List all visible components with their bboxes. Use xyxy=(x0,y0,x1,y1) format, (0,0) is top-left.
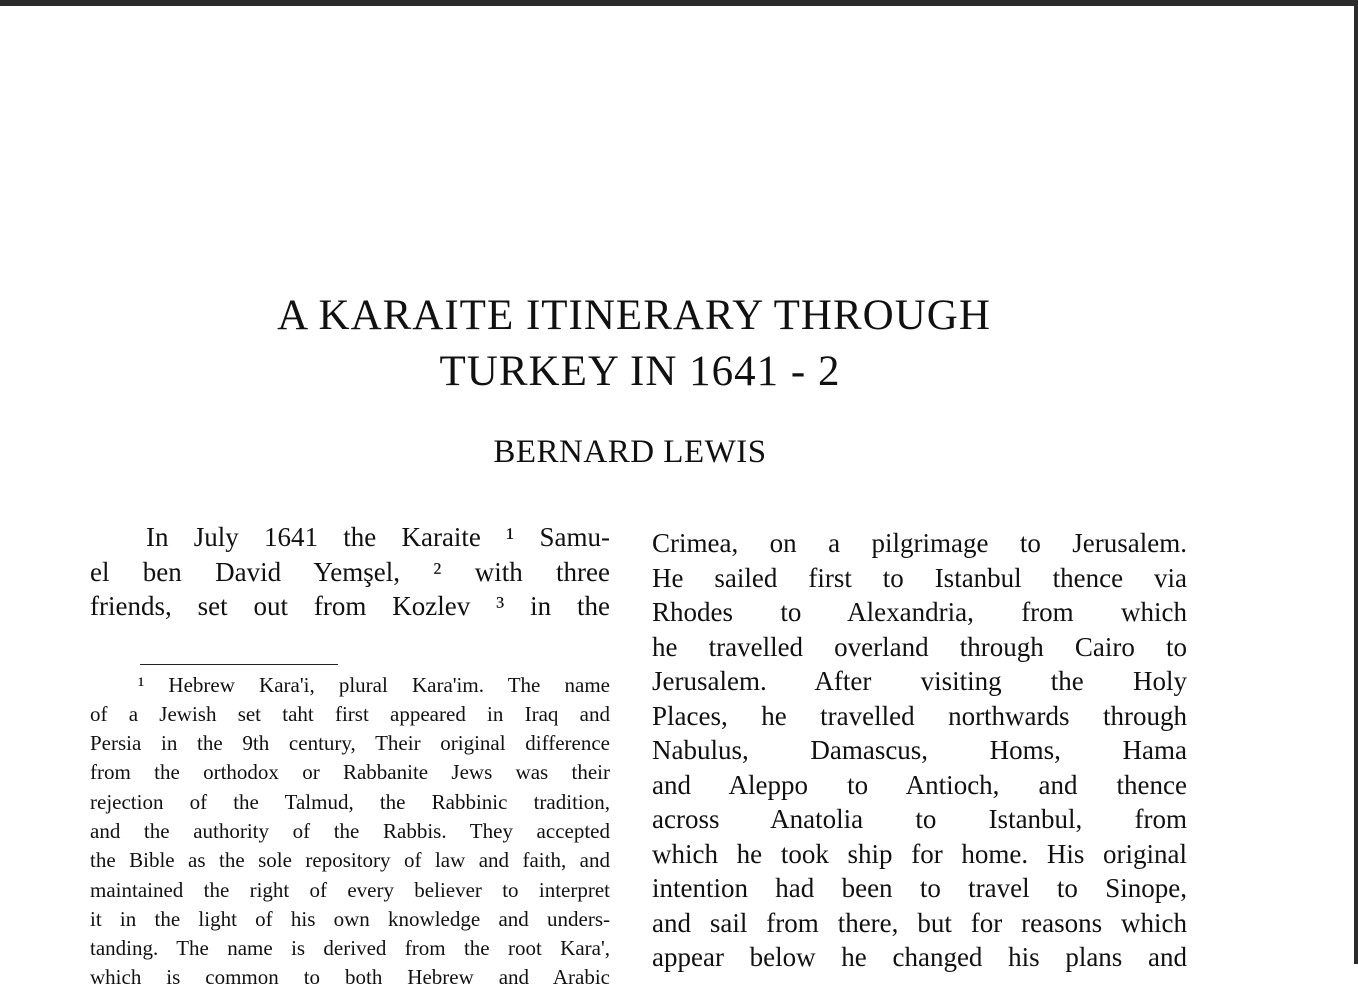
scanned-page xyxy=(0,6,1354,990)
footnote-line: rejection of the Talmud, the Rabbinic tradition, xyxy=(90,789,610,814)
body-line: and Aleppo to Antioch, and thence xyxy=(652,769,1187,800)
body-line: across Anatolia to Istanbul, from xyxy=(652,804,1187,834)
body-line: Places, he travelled northwards through xyxy=(652,700,1187,731)
article-title-line-1: A KARAITE ITINERARY THROUGH xyxy=(277,292,991,339)
footnote-line: of a Jewish set taht first appeared in Iraq and xyxy=(90,701,610,726)
body-line: Crimea, on a pilgrimage to Jerusalem. xyxy=(652,528,1187,558)
footnote-line: ¹ Hebrew Kara'i, plural Kara'im. The name xyxy=(138,672,610,697)
left-body-text xyxy=(90,520,610,624)
footnote-line: from the orthodox or Rabbanite Jews was their xyxy=(90,760,610,785)
body-line: which he took ship for home. His original xyxy=(652,838,1187,869)
left-column xyxy=(90,520,610,993)
body-line: Jerusalem. After visiting the Holy xyxy=(652,666,1187,696)
article-title-line-2: TURKEY IN 1641 - 2 xyxy=(439,348,841,395)
right-column xyxy=(652,526,1187,975)
body-line: and sail from there, but for reasons which xyxy=(652,907,1187,938)
footnote-line: the Bible as the sole repository of law and faith, and xyxy=(90,848,610,873)
body-line: intention had been to travel to Sinope, xyxy=(652,873,1187,903)
footnote-line: tanding. The name is derived from the root Kara', xyxy=(90,936,610,961)
right-body-text xyxy=(652,526,1187,975)
body-line: Nabulus, Damascus, Homs, Hama xyxy=(652,735,1187,765)
body-line: he travelled overland through Cairo to xyxy=(652,631,1187,662)
article-title xyxy=(230,288,1050,400)
window-right-border xyxy=(1354,6,1358,964)
footnote-line: maintained the right of every believer to interpret xyxy=(90,877,610,902)
footnote-line: which is common to both Hebrew and Arabic xyxy=(90,965,610,990)
article-author: BERNARD LEWIS xyxy=(493,434,767,470)
footnote-1 xyxy=(90,671,610,993)
footnote-divider xyxy=(140,664,338,665)
body-line: appear below he changed his plans and xyxy=(652,942,1187,972)
footnote-line: and the authority of the Rabbis. They accepted xyxy=(90,818,610,843)
body-line: Rhodes to Alexandria, from which xyxy=(652,597,1187,627)
body-line: friends, set out from Kozlev ³ in the xyxy=(90,591,610,621)
body-line: In July 1641 the Karaite ¹ Samu- xyxy=(146,522,610,552)
body-line: el ben David Yemşel, ² with three xyxy=(90,556,610,587)
footnote-line: Persia in the 9th century, Their original difference xyxy=(90,731,610,756)
body-line: He sailed first to Istanbul thence via xyxy=(652,562,1187,593)
footnote-line: it in the light of his own knowledge and unders- xyxy=(90,906,610,931)
